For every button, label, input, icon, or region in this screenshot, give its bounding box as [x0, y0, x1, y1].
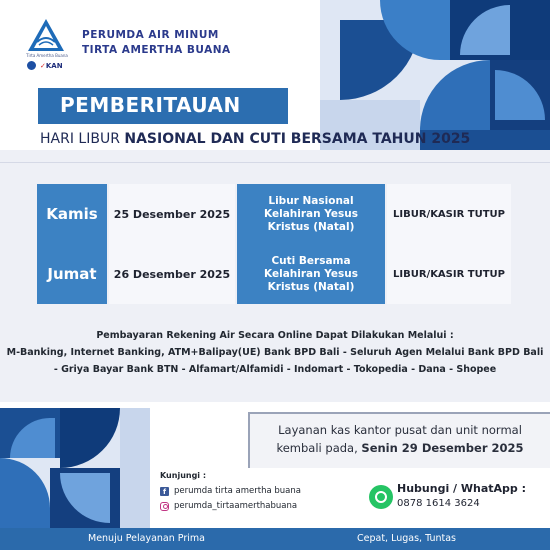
- decorative-pattern-top: [320, 0, 550, 150]
- subtitle-prefix: HARI LIBUR: [40, 131, 125, 147]
- water-drop-logo-icon: [27, 18, 65, 52]
- page-title: PEMBERITAUAN: [60, 93, 241, 117]
- whatsapp-label: Hubungi / WhatApp :: [397, 482, 527, 495]
- certification-seal-icon: [26, 60, 37, 71]
- instagram-icon: [160, 502, 169, 511]
- company-name: [82, 28, 231, 58]
- facebook-icon: f: [160, 487, 169, 496]
- whatsapp-number[interactable]: 0878 1614 3624: [397, 498, 480, 509]
- schedule-description: Libur Nasional Kelahiran Yesus Kristus (Natal): [237, 184, 385, 244]
- service-line1: Layanan kas kantor pusat dan unit normal: [278, 423, 522, 437]
- service-line2-prefix: kembali pada,: [276, 441, 362, 455]
- schedule-day: Kamis: [37, 184, 107, 244]
- subtitle-bold: NASIONAL DAN CUTI BERSAMA TAHUN 2025: [124, 131, 471, 147]
- schedule-date: 26 Desember 2025: [109, 244, 235, 304]
- visit-label: Kunjungi :: [160, 471, 207, 480]
- kan-badge: ✓KAN: [40, 61, 63, 70]
- footer-tagline-right: Cepat, Lugas, Tuntas: [357, 533, 456, 544]
- instagram-handle: perumda_tirtaamerthabuana: [174, 501, 298, 511]
- schedule-status: LIBUR/KASIR TUTUP: [387, 184, 511, 244]
- payment-title: Pembayaran Rekening Air Secara Online Dapat Dilakukan Melalui :: [96, 330, 454, 341]
- instagram-link[interactable]: [160, 501, 297, 511]
- payment-methods-line2: - Griya Bayar Bank BTN - Alfamart/Alfamidi - Indomart - Tokopedia - Dana - Shopee: [53, 364, 497, 375]
- title-banner: [38, 88, 288, 124]
- schedule-description: Cuti Bersama Kelahiran Yesus Kristus (Natal): [237, 244, 385, 304]
- payment-methods-line1: M-Banking, Internet Banking, ATM+Balipay(UE) Bank BPD Bali - Seluruh Agen Melalui Bank BPD Bali: [6, 347, 544, 358]
- whatsapp-icon[interactable]: [369, 485, 393, 509]
- decorative-pattern-bottom: [0, 408, 150, 528]
- schedule-day: Jumat: [37, 244, 107, 304]
- schedule-status: LIBUR/KASIR TUTUP: [387, 244, 511, 304]
- service-notice: [248, 412, 550, 468]
- divider: [0, 162, 550, 163]
- facebook-link[interactable]: [160, 486, 301, 496]
- schedule-date: 25 Desember 2025: [109, 184, 235, 244]
- footer-tagline-left: Menuju Pelayanan Prima: [88, 533, 205, 544]
- company-name-line2: TIRTA AMERTHA BUANA: [82, 44, 231, 56]
- schedule-row: [37, 184, 505, 244]
- logo-caption: Tirta Amertha Buana: [26, 53, 68, 58]
- footer-bar: [0, 528, 550, 550]
- certification-badges: [26, 60, 63, 71]
- subtitle: [40, 131, 470, 147]
- service-line2: [250, 441, 550, 455]
- company-logo: [24, 18, 70, 72]
- facebook-handle: perumda tirta amertha buana: [174, 486, 301, 496]
- schedule-row: [37, 244, 505, 304]
- service-resume-date: Senin 29 Desember 2025: [361, 441, 524, 455]
- company-name-line1: PERUMDA AIR MINUM: [82, 29, 219, 41]
